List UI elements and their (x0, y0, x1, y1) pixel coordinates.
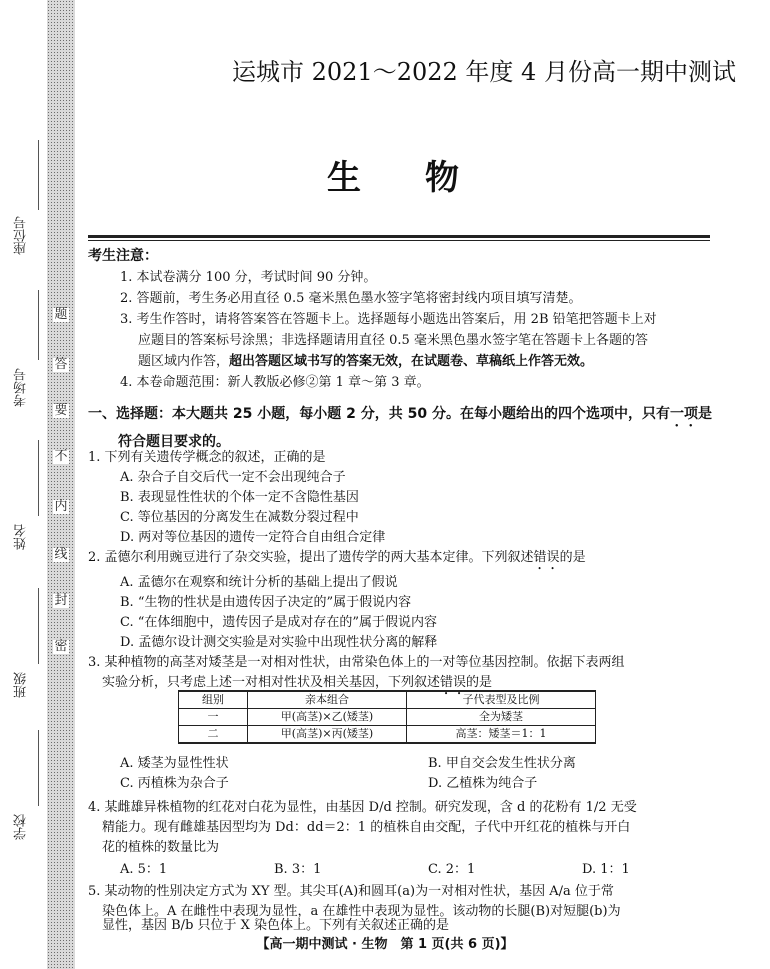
table-header: 组别 (179, 691, 248, 709)
q3-option-d: D. 乙植株为纯合子 (428, 776, 538, 791)
q1-option-a: A. 杂合子自交后代一定不会出现纯合子 (120, 470, 346, 485)
q4-line3: 花的植株的数量比为 (102, 840, 220, 855)
exam-title: 运城市 2021～2022 年度 4 月份高一期中测试 (232, 58, 736, 86)
school-line (4, 730, 40, 806)
seat-number-label: 座位号 (14, 216, 29, 255)
name-field[interactable] (4, 524, 40, 574)
q4-option-a: A. 5：1 (120, 862, 168, 877)
q1-stem: 1. 下列有关遗传学概念的叙述，正确的是 (88, 450, 326, 465)
q2-stem-emphasis: 错误 (533, 550, 560, 565)
q4-line2: 精能力。现有雌雄基因型均为 Dd：dd＝2：1 的植株自由交配，子代中开红花的植株与开白 (102, 820, 631, 835)
seat-number-field[interactable] (4, 216, 40, 276)
binding-word: 题 (54, 307, 68, 322)
header-rule (88, 235, 710, 238)
notice-title: 考生注意： (88, 248, 158, 264)
notice-item-3-bold-a: 超出答题区域书写的答案无效 (229, 354, 399, 369)
q1-option-c: C. 等位基因的分离发生在减数分裂过程中 (120, 510, 359, 525)
notice-item-2: 2. 答题前，考生务必用直径 0.5 毫米黑色墨水签字笔将密封线内项目填写清楚。 (120, 291, 582, 306)
seat-number-line (4, 140, 40, 210)
q3-option-c: C. 丙植株为杂合子 (120, 776, 229, 791)
binding-word: 密 (54, 639, 68, 654)
subject-title: 生物 (327, 158, 523, 198)
notice-item-3-cont2 (88, 351, 718, 372)
notice-item-3-cont: 应题目的答案标号涂黑；非选择题请用直径 0.5 毫米黑色墨水签字笔在答题卡上各题的答 (138, 333, 648, 348)
notice-item-4: 4. 本卷命题范围：新人教版必修②第 1 章～第 3 章。 (120, 375, 430, 390)
section-text-c: 是 (697, 406, 712, 422)
exam-room-field[interactable] (4, 368, 40, 428)
binding-word: 内 (54, 499, 68, 514)
table-cell: 全为矮茎 (407, 709, 596, 726)
name-line (4, 440, 40, 516)
class-field[interactable] (4, 672, 40, 722)
notice-item-3-bold-b: ，在试题卷、草稿纸上作答无效。 (398, 354, 594, 369)
section-text-a: 一、选择题：本大题共 25 小题，每小题 2 分，共 50 分。在每小题给出的四个选项中，只有 (88, 406, 670, 422)
q5-line2: 染色体上。A 在雌性中表现为显性，a 在雄性中表现为显性。该动物的长腿(B)对短腿(b)为 (102, 904, 621, 919)
binding-word: 封 (54, 593, 68, 608)
q1-option-b: B. 表现显性性状的个体一定不含隐性基因 (120, 490, 359, 505)
q2-stem-a: 2. 孟德尔利用豌豆进行了杂交实验，提出了遗传学的两大基本定律。下列叙述 (88, 550, 534, 565)
q1-option-d: D. 两对等位基因的遗传一定符合自由组合定律 (120, 530, 386, 545)
binding-word: 线 (54, 547, 68, 562)
q3-table (178, 690, 596, 744)
q2-option-d: D. 孟德尔设计测交实验是对实验中出现性状分离的解释 (120, 635, 438, 650)
questions-block (88, 448, 718, 698)
table-row (179, 726, 596, 744)
page-footer: 【高一期中测试 · 生物 第 1 页(共 6 页)】 (256, 937, 514, 952)
q2-option-c: C. “在体细胞中，遗传因子是成对存在的”属于假说内容 (120, 615, 438, 630)
section-text-emphasis: 一项 (669, 406, 698, 422)
q4-option-c: C. 2：1 (428, 862, 476, 877)
q3-option-b: B. 甲自交会发生性状分离 (428, 756, 576, 771)
table-row (179, 709, 596, 726)
q3-stem-line1: 3. 某种植物的高茎对矮茎是一对相对性状，由常染色体上的一对等位基因控制。依据下表两组 (88, 655, 625, 670)
q2-option-b: B. “生物的性状是由遗传因子决定的”属于假说内容 (120, 595, 412, 610)
q5-line1: 5. 某动物的性别决定方式为 XY 型。其尖耳(A)和圆耳(a)为一对相对性状，基因 A/a 位于常 (88, 884, 614, 899)
binding-word: 要 (54, 403, 68, 418)
table-cell: 高茎：矮茎＝1：1 (407, 726, 596, 744)
q3-option-a: A. 矮茎为显性性状 (120, 756, 229, 771)
exam-room-label: 考场号 (14, 368, 29, 407)
notice-item-1: 1. 本试卷满分 100 分，考试时间 90 分钟。 (120, 270, 377, 285)
class-line (4, 588, 40, 664)
school-field[interactable] (4, 814, 40, 864)
q3-stem-emphasis: 错误 (440, 675, 467, 690)
school-label: 学校 (14, 814, 29, 840)
q4-option-d: D. 1：1 (582, 862, 630, 877)
table-cell: 甲(高茎)×丙(矮茎) (248, 726, 407, 744)
q4-line1: 4. 某雌雄异株植物的红花对白花为显性，由基因 D/d 控制。研究发现，含 d 的花粉有 1/2 无受 (88, 800, 637, 815)
binding-word: 答 (54, 357, 68, 372)
q2-stem-c: 的是 (559, 550, 586, 565)
table-cell: 一 (179, 709, 248, 726)
binding-word: 不 (54, 449, 68, 464)
table-header: 亲本组合 (248, 691, 407, 709)
q5-line3: 显性，基因 B/b 只位于 X 染色体上。下列有关叙述正确的是 (102, 918, 450, 933)
exam-room-line (4, 290, 40, 360)
name-label: 姓名 (14, 524, 29, 550)
table-header: 子代表型及比例 (407, 691, 596, 709)
q3-stem-a: 实验分析，只考虑上述一对相对性状及相关基因，下列叙述 (102, 675, 441, 690)
section-text-line2: 符合题目要求的。 (118, 434, 230, 450)
q3-stem-c: 的是 (466, 675, 493, 690)
binding-strip (47, 0, 75, 969)
q2-option-a: A. 孟德尔在观察和统计分析的基础上提出了假说 (120, 575, 398, 590)
section-heading (88, 402, 718, 454)
q2-stem (88, 548, 718, 573)
notice-item-3-plain: 题区域内作答， (138, 354, 230, 369)
class-label: 班级 (14, 672, 29, 698)
header-rule-thin (88, 240, 710, 241)
candidate-notice (88, 246, 718, 393)
q4-option-b: B. 3：1 (274, 862, 322, 877)
table-cell: 二 (179, 726, 248, 744)
table-header-row (179, 691, 596, 709)
table-cell: 甲(高茎)×乙(矮茎) (248, 709, 407, 726)
notice-item-3: 3. 考生作答时，请将答案答在答题卡上。选择题每小题选出答案后，用 2B 铅笔把答题卡上对 (120, 312, 657, 327)
